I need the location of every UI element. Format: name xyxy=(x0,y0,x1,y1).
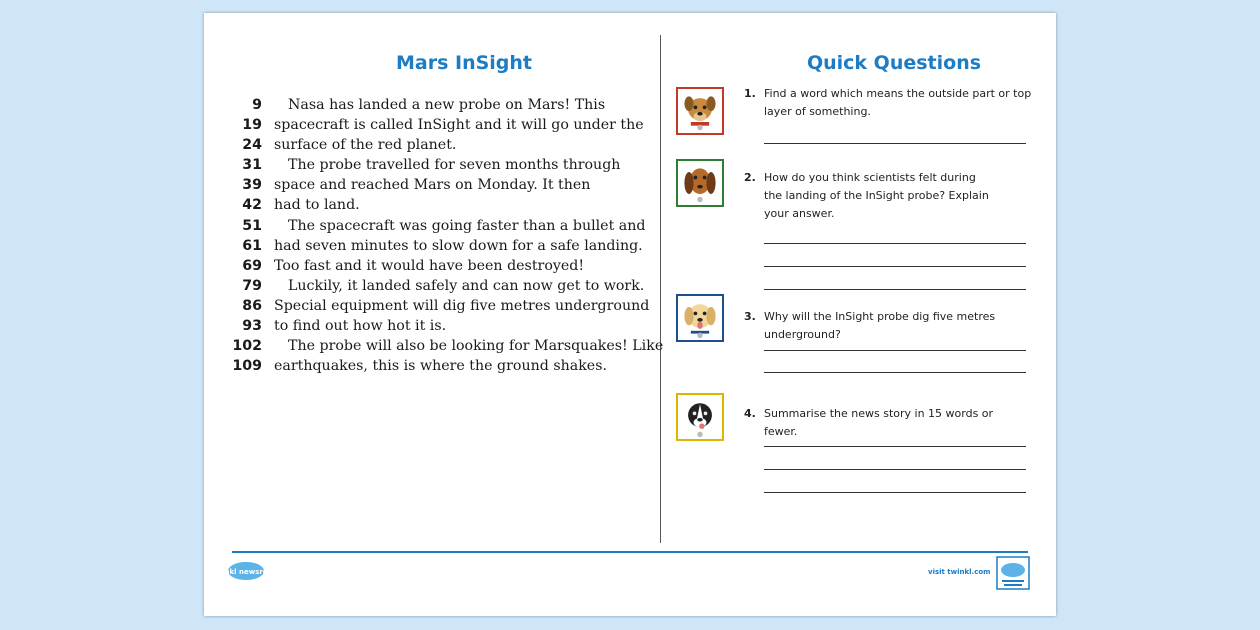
dog-badge-blue-icon xyxy=(676,294,724,342)
word-count: 109 xyxy=(232,358,262,375)
question-3 xyxy=(676,294,1036,374)
word-count: 31 xyxy=(242,157,262,174)
line-text: Nasa has landed a new probe on Mars! This xyxy=(288,97,606,113)
passage-line xyxy=(226,236,656,256)
word-count: 93 xyxy=(242,318,262,335)
line-text: to find out how hot it is. xyxy=(274,318,447,335)
visit-link[interactable]: visit twinkl.com xyxy=(928,568,991,576)
passage-line xyxy=(226,336,664,356)
dog-badge-red-icon xyxy=(676,87,724,135)
answer-line[interactable] xyxy=(764,492,1026,493)
line-text: Luckily, it landed safely and can now get to work. xyxy=(288,277,645,294)
answer-line[interactable] xyxy=(764,469,1026,470)
line-text: The spacecraft was going faster than a bullet and xyxy=(288,217,646,234)
word-count: 102 xyxy=(232,338,262,355)
passage-line xyxy=(226,155,656,175)
question-text: Summarise the news story in 15 words or fewer. xyxy=(764,407,994,438)
line-text: The probe will also be looking for Marsquakes! Like xyxy=(288,338,664,355)
passage-line xyxy=(226,356,656,376)
word-count: 9 xyxy=(252,97,262,113)
answer-line[interactable] xyxy=(764,372,1026,373)
word-count: 79 xyxy=(242,277,262,294)
question-2 xyxy=(676,159,1036,289)
worksheet-page xyxy=(204,13,1056,616)
passage-line xyxy=(226,195,656,215)
passage-line xyxy=(226,115,656,135)
passage-line xyxy=(226,316,656,336)
word-count: 86 xyxy=(242,297,262,314)
passage-text xyxy=(226,95,664,376)
passage-line xyxy=(226,135,656,155)
question-number: 1. xyxy=(744,87,756,100)
logo-text: twinkl newsroom xyxy=(212,568,280,576)
answer-line[interactable] xyxy=(764,446,1026,447)
passage-line xyxy=(226,95,656,115)
question-number: 3. xyxy=(744,310,756,323)
question-number: 4. xyxy=(744,407,756,420)
word-count: 39 xyxy=(242,177,262,194)
word-count: 51 xyxy=(242,217,262,234)
question-text: How do you think scientists felt during the landing of the InSight probe? Explain your answer. xyxy=(764,171,989,220)
footer-rule xyxy=(232,551,1028,553)
line-text: had to land. xyxy=(274,197,360,214)
dog-badge-green-icon xyxy=(676,159,724,207)
passage-line xyxy=(226,175,656,195)
question-text: Why will the InSight probe dig five metres underground? xyxy=(764,310,996,341)
column-divider xyxy=(660,35,661,543)
passage-line xyxy=(226,256,656,276)
line-text: The probe travelled for seven months through xyxy=(288,157,621,174)
word-count: 61 xyxy=(242,237,262,254)
question-4 xyxy=(676,393,1036,493)
passage-line xyxy=(226,296,656,316)
question-1 xyxy=(676,87,1036,157)
dog-badge-yellow-icon xyxy=(676,393,724,441)
passage-line xyxy=(226,276,656,296)
questions-title: Quick Questions xyxy=(806,52,982,74)
line-text: Special equipment will dig five metres underground xyxy=(274,297,650,314)
word-count: 42 xyxy=(242,197,262,214)
twinkl-badge-icon xyxy=(996,556,1030,590)
line-text: Too fast and it would have been destroyed! xyxy=(274,257,585,274)
passage-title: Mars InSight xyxy=(395,52,533,74)
word-count: 19 xyxy=(242,117,262,134)
line-text: had seven minutes to slow down for a safe landing. xyxy=(274,237,643,254)
answer-line[interactable] xyxy=(764,350,1026,351)
line-text: surface of the red planet. xyxy=(274,137,457,154)
answer-line[interactable] xyxy=(764,243,1026,244)
passage-line xyxy=(226,216,656,236)
question-number: 2. xyxy=(744,171,756,184)
question-text: Find a word which means the outside part or top layer of something. xyxy=(764,87,1032,118)
answer-line[interactable] xyxy=(764,289,1026,290)
word-count: 69 xyxy=(242,257,262,274)
word-count: 24 xyxy=(242,137,262,154)
line-text: spacecraft is called InSight and it will go under the xyxy=(274,117,644,134)
answer-line[interactable] xyxy=(764,143,1026,144)
line-text: earthquakes, this is where the ground shakes. xyxy=(274,358,607,375)
line-text: space and reached Mars on Monday. It then xyxy=(274,177,591,194)
twinkl-newsroom-logo xyxy=(212,559,294,591)
answer-line[interactable] xyxy=(764,266,1026,267)
